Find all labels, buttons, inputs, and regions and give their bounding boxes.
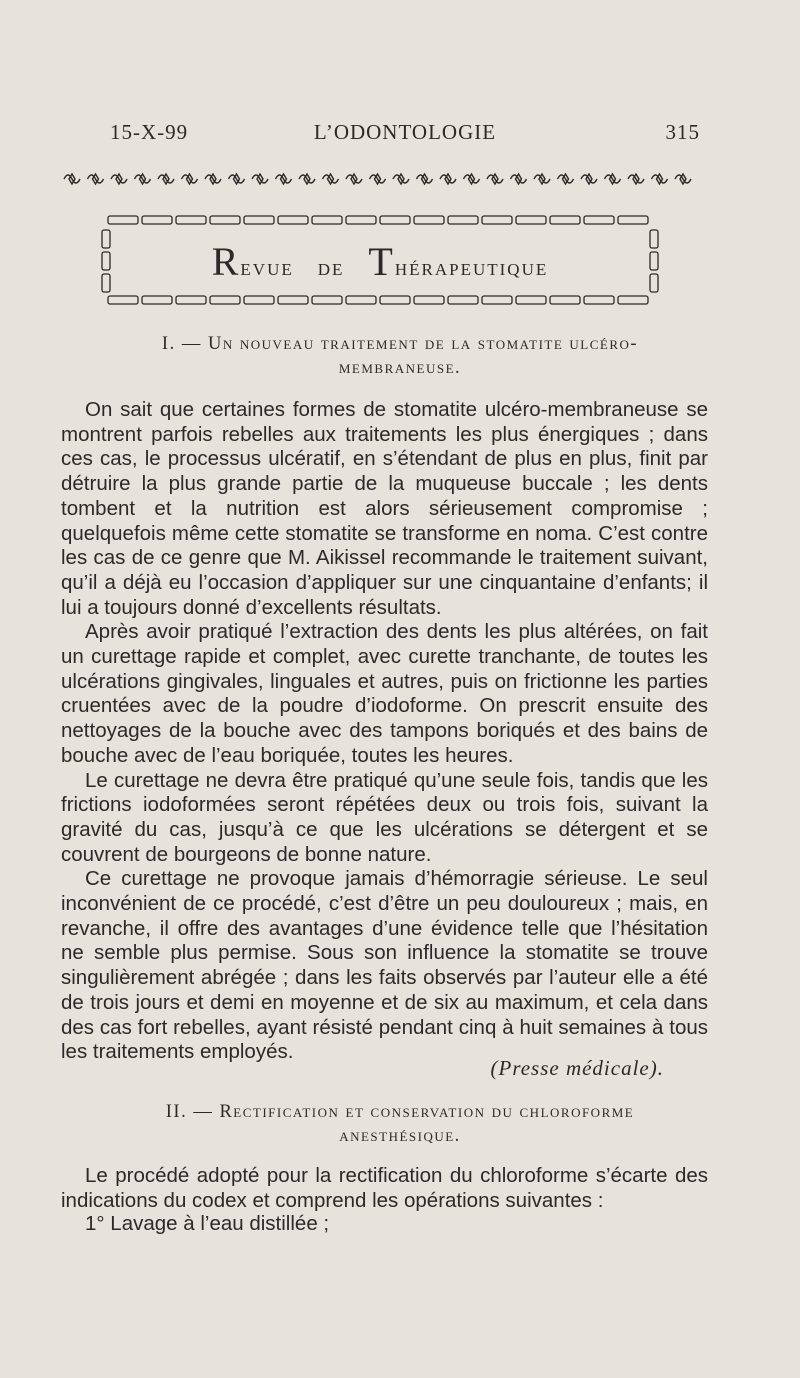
list-item: 1° Lavage à l’eau distillée ;	[85, 1212, 330, 1235]
frame-link	[312, 216, 342, 224]
frame-link	[380, 216, 410, 224]
section-1-heading-line2: membraneuse.	[338, 358, 462, 378]
paragraph: Ce curettage ne provoque jamais d’hémorragie sérieuse. Le seul inconvénient de ce procédé, c’est d’être un peu douloureux ; mais, en revanche, il offre des avantages d’une évidence telle que l’hésitation ne semble plus permise. Sous son influence la stomatite se trouve singulièrement abrégée ; dans les faits observés par l’auteur elle a été de trois jours et demi en moyenne et de six au maximum, et cela dans des cas fort rebelles, ayant résisté pendant cinq à huit semaines à tous les traitements employés.	[61, 867, 708, 1064]
ornament-flourish	[276, 174, 292, 184]
ornament-flourish	[558, 174, 574, 184]
title-initial-r: R	[211, 239, 241, 284]
running-head-date: 15-X-99	[110, 120, 189, 144]
running-head	[110, 120, 700, 150]
title-initial-t: T	[368, 239, 395, 284]
section-2-heading	[60, 1100, 740, 1148]
frame-link	[244, 296, 274, 304]
ornament-flourish	[205, 174, 221, 184]
frame-link	[414, 296, 444, 304]
ornamental-rule	[62, 168, 702, 190]
frame-link	[448, 296, 478, 304]
paragraph: Le curettage ne devra être pratiqué qu’une seule fois, tandis que les frictions iodoformées seront répétées deux ou trois fois, suivant la gravité du cas, jusqu’à ce que les ulcérations se détergent et se couvrent de bourgeons de bonne nature.	[61, 768, 708, 866]
frame-link	[584, 216, 614, 224]
section-2-heading-line2: anesthésique.	[339, 1126, 461, 1146]
ornament-flourish	[581, 174, 597, 184]
frame-link	[108, 296, 138, 304]
frame-link	[278, 216, 308, 224]
frame-link	[176, 216, 206, 224]
frame-link	[210, 296, 240, 304]
frame-link	[142, 296, 172, 304]
ornament-flourish	[158, 174, 174, 184]
frame-link	[482, 216, 512, 224]
ornament-flourish	[299, 174, 315, 184]
ornament-flourish	[534, 174, 550, 184]
frame-link	[346, 296, 376, 304]
citation: (Presse médicale).	[490, 1056, 664, 1080]
frame-link	[516, 296, 546, 304]
frame-link	[584, 296, 614, 304]
section-1-body	[61, 398, 708, 1065]
ornament-flourish	[323, 174, 339, 184]
paragraph: Après avoir pratiqué l’extraction des dents les plus altérées, on fait un curettage rapide et complet, avec curette tranchante, de toutes les ulcérations gingivales, linguales et autres, puis on frictionne les parties cruentées avec de la poudre d’iodoforme. On prescrit ensuite des nettoyages de la bouche avec des tampons boriqués et des bains de bouche avec de l’eau boriquée, toutes les heures.	[61, 620, 708, 767]
frame-link	[380, 296, 410, 304]
ornament-flourish	[135, 174, 151, 184]
frame-link	[244, 216, 274, 224]
frame-link	[346, 216, 376, 224]
ornament-flourish	[511, 174, 527, 184]
page-number: 315	[665, 120, 700, 144]
ornament-flourish	[605, 174, 621, 184]
ornament-flourish	[393, 174, 409, 184]
frame-link	[414, 216, 444, 224]
frame-link	[618, 296, 648, 304]
frame-link	[312, 296, 342, 304]
ornament-flourish	[417, 174, 433, 184]
ornament-flourish	[88, 174, 104, 184]
title-word-therapeutique: hérapeutique	[394, 255, 549, 281]
ornament-flourish	[182, 174, 198, 184]
section-2-body	[61, 1164, 708, 1213]
ornament-flourish	[64, 174, 80, 184]
frame-link	[482, 296, 512, 304]
section-title	[100, 238, 660, 285]
paragraph: Le procédé adopté pour la rectification du chloroforme s’écarte des indications du codex et comprend les opérations suivantes :	[61, 1164, 708, 1212]
ornament-flourish	[346, 174, 362, 184]
section-2-heading-line1: II. — Rectification et conservation du chloroforme	[165, 1102, 635, 1122]
frame-link	[210, 216, 240, 224]
frame-link	[176, 296, 206, 304]
ornament-flourish	[111, 174, 127, 184]
ornament-flourish	[652, 174, 668, 184]
frame-link	[278, 296, 308, 304]
ornament-flourish	[675, 174, 691, 184]
ornament-flourish	[229, 174, 245, 184]
frame-link	[550, 216, 580, 224]
title-word-revue: evue	[240, 255, 294, 281]
paragraph: On sait que certaines formes de stomatite ulcéro-membraneuse se montrent parfois rebelles aux traitements les plus énergiques ; dans ces cas, le processus ulcératif, en s’étendant de plus en plus, finit par détruire la plus grande partie de la muqueuse buccale ; les dents tombent et la nutrition est alors sérieusement compromise ; quelquefois même cette stomatite se transforme en noma. C’est contre les cas de ce genre que M. Aikissel recommande le traitement suivant, qu’il a déjà eu l’occasion d’appliquer sur une cinquantaine d’enfants; il lui a toujours donné d’excellents résultats.	[61, 398, 708, 619]
ornament-flourish	[487, 174, 503, 184]
frame-link	[108, 216, 138, 224]
frame-link	[550, 296, 580, 304]
ornament-flourish	[370, 174, 386, 184]
frame-link	[142, 216, 172, 224]
ornament-flourish	[252, 174, 268, 184]
frame-link	[618, 216, 648, 224]
running-head-journal-title: L’ODONTOLOGIE	[313, 120, 497, 144]
section-1-heading-line1: I. — Un nouveau traitement de la stomatite ulcéro-	[161, 334, 639, 354]
ornament-flourish	[464, 174, 480, 184]
frame-link	[516, 216, 546, 224]
frame-link	[448, 216, 478, 224]
ornament-flourish	[628, 174, 644, 184]
section-1-heading	[60, 332, 740, 380]
ornament-flourish	[440, 174, 456, 184]
title-word-de: de	[317, 255, 345, 281]
